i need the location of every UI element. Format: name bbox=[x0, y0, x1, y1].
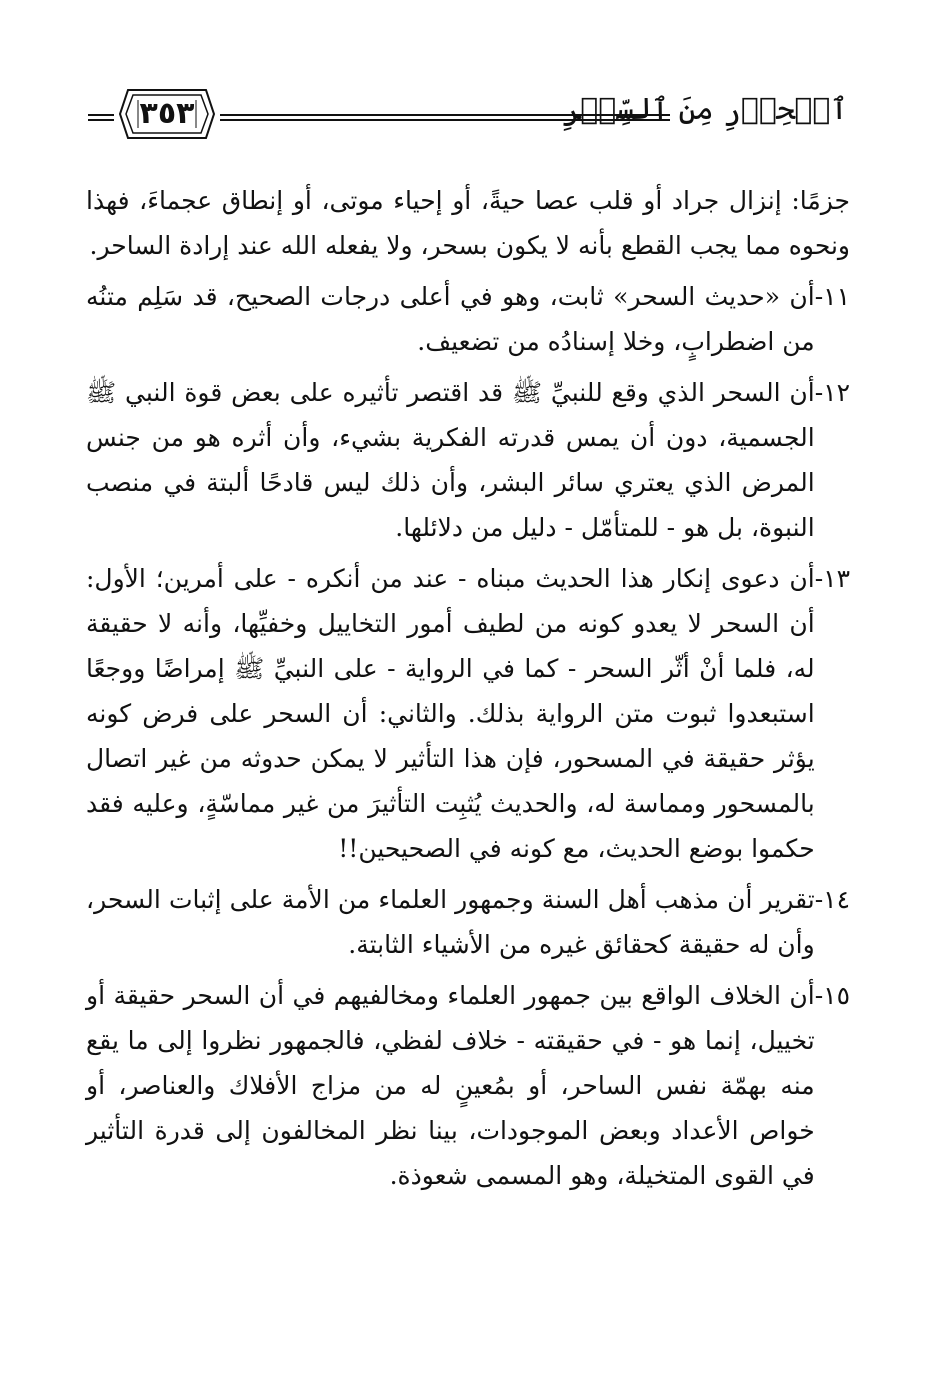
page-header bbox=[88, 84, 848, 154]
list-item bbox=[86, 370, 850, 550]
item-number: ١١- bbox=[814, 282, 850, 311]
item-text: أن السحر الذي وقع للنبيِّ ﷺ قد اقتصر تأثيره على بعض قوة النبي ﷺ الجسمية، دون أن يمس قدرته الفكرية بشيء، وأن أثره هو من جنس المرض الذي يعتري سائر البشر، وأن ذلك ليس قادحًا ألبتة في منصب النبوة، بل هو - للمتأمّل - دليل من دلائلها. bbox=[86, 378, 815, 542]
list-item bbox=[86, 556, 850, 871]
item-number: ١٤- bbox=[814, 885, 850, 914]
item-text: أن دعوى إنكار هذا الحديث مبناه - عند من أنكره - على أمرين؛ الأول: أن السحر لا يعدو كونه من لطيف أمور التخاييل وخفيِّها، وأنه لا حقيقة له، فلما أنْ أثّر السحر - كما في الرواية - على النبيِّ ﷺ إمراضًا ووجعًا استبعدوا ثبوت متن الرواية بذلك. والثاني: أن السحر على فرض كونه يؤثر حقيقة في المسحور، فإن هذا التأثير لا يمكن حدوثه من غير اتصال بالمسحور ومماسة له، والحديث يُثبِت التأثيرَ من غير مماسّةٍ، وعليه فقد حكموا بوضع الحديث، مع كونه في الصحيحين!! bbox=[86, 564, 815, 863]
header-rule-short bbox=[88, 114, 114, 116]
running-title: ٱلۡحِذۡرِ مِنَ ٱلسِّحۡرِ bbox=[562, 92, 848, 127]
item-text: أن «حديث السحر» ثابت، وهو في أعلى درجات الصحيح، قد سَلِم متنُه من اضطرابٍ، وخلا إسنادُه من تضعيف. bbox=[86, 282, 815, 356]
item-text: تقرير أن مذهب أهل السنة وجمهور العلماء من الأمة على إثبات السحر، وأن له حقيقة كحقائق غيره من الأشياء الثابتة. bbox=[86, 885, 815, 959]
list-item bbox=[86, 274, 850, 364]
page-number-badge bbox=[118, 86, 216, 142]
list-item bbox=[86, 877, 850, 967]
main-text bbox=[86, 178, 850, 1204]
intro-paragraph: جزمًا: إنزال جراد أو قلب عصا حيةً، أو إحياء موتى، أو إنطاق عجماءَ، فهذا ونحوه مما يجب القطع بأنه لا يكون بسحر، ولا يفعله الله عند إرادة الساحر. bbox=[86, 186, 850, 260]
item-number: ١٣- bbox=[814, 564, 850, 593]
item-text: أن الخلاف الواقع بين جمهور العلماء ومخالفيهم في أن السحر حقيقة أو تخييل، إنما هو - في حقيقته - خلاف لفظي، فالجمهور نظروا إلى ما يقع منه بهمّة نفس الساحر، أو بمُعينٍ له من مزاج الأفلاك والعناصر، أو خواص الأعداد وبعض الموجودات، بينا نظر المخالفون إلى قدرة التأثير في القوى المتخيلة، وهو المسمى شعوذة. bbox=[86, 981, 815, 1190]
item-number: ١٥- bbox=[814, 981, 850, 1010]
header-rule bbox=[220, 114, 670, 116]
item-number: ١٢- bbox=[814, 378, 850, 407]
list-item bbox=[86, 973, 850, 1198]
page-number: ٣٥٣ bbox=[139, 96, 195, 131]
